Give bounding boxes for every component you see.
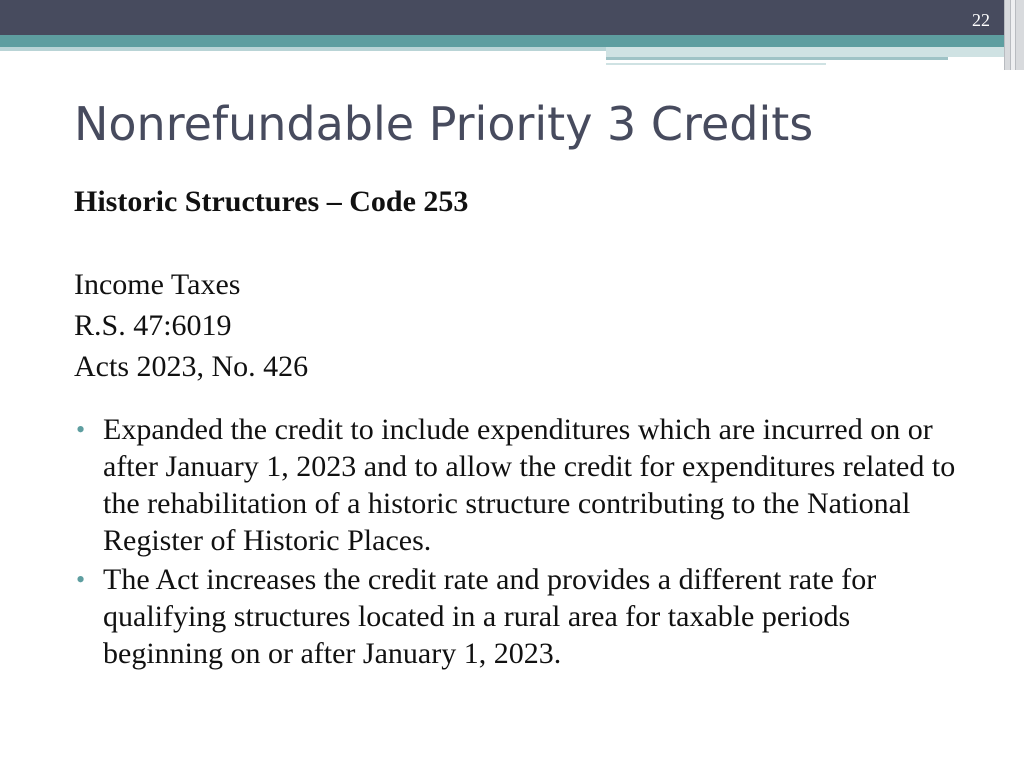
reference-block bbox=[74, 264, 974, 387]
bullet-icon: • bbox=[76, 415, 86, 444]
header-decor-line bbox=[606, 57, 948, 60]
reference-line: Acts 2023, No. 426 bbox=[74, 350, 309, 383]
bullet-item bbox=[74, 411, 974, 559]
slide-content bbox=[74, 180, 974, 674]
reference-line: R.S. 47:6019 bbox=[74, 309, 232, 342]
bullet-text: The Act increases the credit rate and provides a different rate for qualifying structures located in a rural area for taxable periods beginning on or after January 1, 2023. bbox=[103, 563, 877, 670]
bullet-list bbox=[74, 411, 974, 672]
header-decor-line bbox=[606, 47, 1004, 57]
header-accent-line bbox=[0, 47, 606, 51]
bullet-icon: • bbox=[76, 565, 86, 594]
corner-decor-strip-inner bbox=[1010, 0, 1016, 70]
header-decor-line bbox=[606, 63, 826, 65]
header-accent-bar bbox=[0, 35, 1004, 47]
section-heading: Historic Structures – Code 253 bbox=[74, 185, 469, 218]
reference-line: Income Taxes bbox=[74, 268, 241, 301]
slide-number: 22 bbox=[972, 10, 990, 30]
slide-title: Nonrefundable Priority 3 Credits bbox=[74, 97, 814, 151]
header-banner bbox=[0, 0, 1024, 35]
bullet-item bbox=[74, 561, 974, 672]
bullet-text: Expanded the credit to include expenditures which are incurred on or after January 1, 2023 and to allow the credit for expenditures related to the rehabilitation of a historic structure contributing to the National Register of Historic Places. bbox=[103, 413, 956, 557]
